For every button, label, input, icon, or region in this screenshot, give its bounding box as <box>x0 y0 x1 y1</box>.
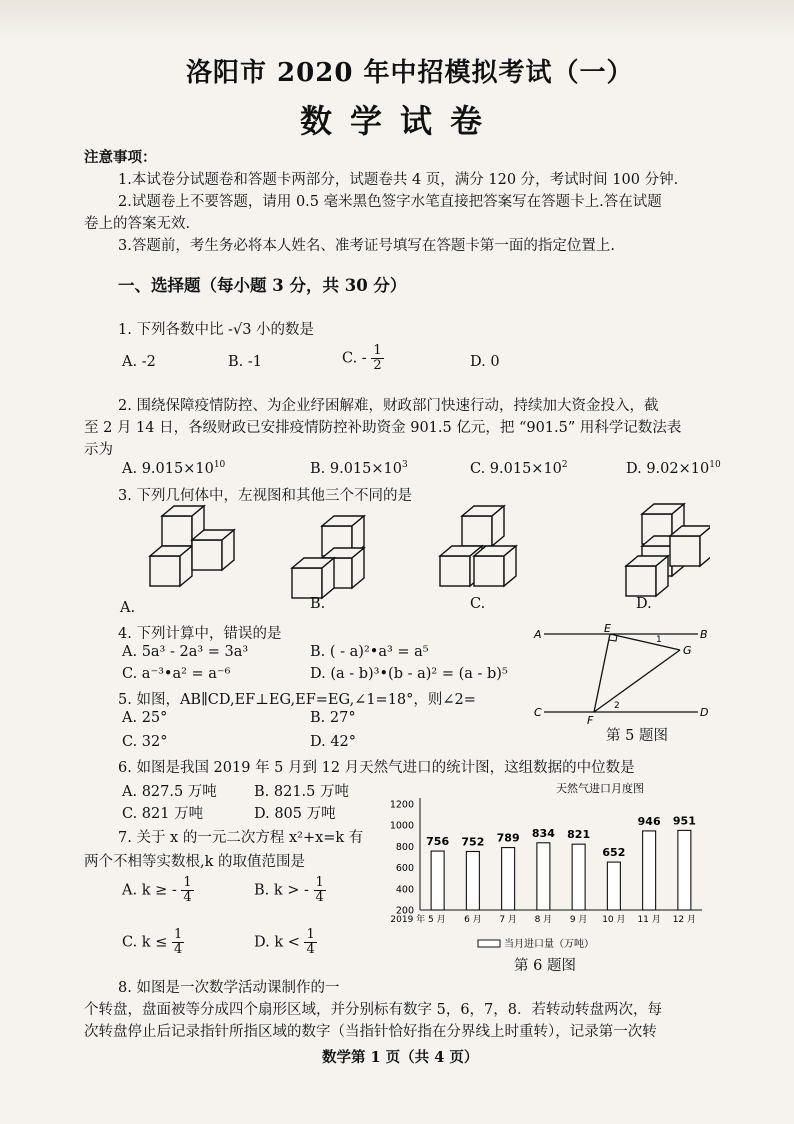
q7-d-prefix: D. k < <box>254 934 300 951</box>
q2-option-d <box>626 460 721 477</box>
bar <box>607 862 620 910</box>
bar-data-label: 821 <box>567 828 591 842</box>
q2-stem-line-1: 2. 围绕保障疫情防控、为企业纾困解难，财政部门快速行动，持续加大资金投入，截 <box>118 398 659 414</box>
q1-c-prefix: C. - <box>342 350 367 367</box>
angle-2-label: 2 <box>614 701 620 711</box>
bar-data-label: 834 <box>531 826 555 840</box>
point-d-label: D <box>700 706 709 719</box>
q5-stem: 5. 如图，AB∥CD,EF⊥EG,EF=EG,∠1=18°，则∠2= <box>118 692 476 708</box>
point-e-label: E <box>604 624 611 635</box>
frac-num: 1 <box>373 343 382 358</box>
bar-data-label: 946 <box>637 814 661 828</box>
frac-den: 4 <box>173 942 183 957</box>
q7-d-fraction <box>304 928 316 957</box>
scan-top-edge <box>0 0 794 40</box>
q5-option-c: C. 32° <box>122 734 168 750</box>
q2-c-base: C. 9.015×10 <box>470 460 562 477</box>
q1-option-a: A. -2 <box>122 354 156 370</box>
section-title: 一、选择题（每小题 3 分，共 30 分） <box>118 276 407 295</box>
q3-option-c: C. <box>470 596 486 612</box>
q7-option-d <box>254 928 317 957</box>
notice-item-1: 1.本试卷分试题卷和答题卡两部分，试题卷共 4 页，满分 120 分，考试时间 100 分钟. <box>118 172 679 188</box>
q3-option-d: D. <box>636 596 652 612</box>
q5-option-d: D. 42° <box>310 734 357 750</box>
bar-data-label: 756 <box>426 835 450 849</box>
bar-data-label: 652 <box>602 846 626 860</box>
x-tick-label: 12 月 <box>672 915 697 925</box>
x-tick-label: 10 月 <box>602 915 626 925</box>
q6-figure-caption: 第 6 题图 <box>514 958 576 974</box>
q3-stem: 3. 下列几何体中，左视图和其他三个不同的是 <box>118 488 412 504</box>
notice-item-2: 2.试题卷上不要答题，请用 0.5 毫米黑色签字水笔直接把答案写在答题卡上.答在试题 <box>118 194 662 210</box>
frac-den: 4 <box>183 890 192 905</box>
q1-stem <box>118 318 314 339</box>
bar <box>466 851 479 910</box>
chart-title: 天然气进口月度图 <box>556 782 644 795</box>
bar <box>431 851 444 910</box>
q5-figure-caption: 第 5 题图 <box>606 728 668 744</box>
exam-title: 洛阳市 2020 年中招模拟考试（一） <box>186 58 634 88</box>
bar <box>502 848 515 910</box>
x-tick-label: 8 月 <box>534 915 553 925</box>
q2-d-base: D. 9.02×10 <box>626 460 710 477</box>
point-f-label: F <box>587 714 594 727</box>
exam-subtitle: 数学试卷 <box>300 102 501 140</box>
q6-option-a: A. 827.5 万吨 <box>122 784 217 800</box>
solid-d-icon <box>626 504 710 596</box>
q2-c-exp: 2 <box>561 460 568 470</box>
q6-option-d: D. 805 万吨 <box>254 806 336 822</box>
frac-num: 1 <box>183 875 192 890</box>
chart-legend: 当月进口量（万吨） <box>504 939 594 950</box>
x-tick-label: 9 月 <box>569 915 588 925</box>
y-tick-label: 1000 <box>389 820 414 832</box>
notice-item-2-cont: 卷上的答案无效. <box>84 216 191 232</box>
q5-option-b: B. 27° <box>310 710 356 726</box>
solid-b-icon <box>292 516 364 598</box>
gas-import-bar-chart <box>380 778 710 954</box>
q7-stem-line-2: 两个不相等实数根,k 的取值范围是 <box>84 854 306 870</box>
q2-option-c <box>470 460 568 477</box>
q3-option-a: A. <box>120 600 136 616</box>
q1-stem-b: 小的数是 <box>251 322 315 338</box>
q2-a-base: A. 9.015×10 <box>122 460 214 477</box>
q7-stem-line-1: 7. 关于 x 的一元二次方程 x²+x=k 有 <box>118 830 364 846</box>
q8-stem-line-3: 次转盘停止后记录指针所指区域的数字（当指针恰好指在分界线上时重转），记录第一次转 <box>84 1024 657 1040</box>
q4-option-d: D. (a - b)³•(b - a)² = (a - b)⁵ <box>310 666 508 682</box>
point-c-label: C <box>534 706 542 719</box>
frac-num: 1 <box>315 875 324 890</box>
y-tick-label: 600 <box>395 863 414 875</box>
q2-stem-line-2: 至 2 月 14 日，各级财政已安排疫情防控补助资金 901.5 亿元，把 “901.5” 用科学记数法表 <box>84 420 682 436</box>
solid-c-icon <box>440 506 516 586</box>
q4-option-c: C. a⁻³•a² = a⁻⁶ <box>122 666 231 682</box>
q2-option-b <box>310 460 408 477</box>
q6-stem: 6. 如图是我国 2019 年 5 月到 12 月天然气进口的统计图，这组数据的中位数是 <box>118 760 635 776</box>
q2-b-base: B. 9.015×10 <box>310 460 402 477</box>
angle-1-label: 1 <box>656 635 662 645</box>
page-footer: 数学第 1 页（共 4 页） <box>322 1049 479 1066</box>
q8-stem-line-1: 8. 如图是一次数学活动课制作的一 <box>118 980 340 996</box>
y-tick-label: 800 <box>395 841 414 853</box>
frac-den: 4 <box>306 942 315 957</box>
q2-stem-line-3: 示为 <box>84 442 113 458</box>
y-tick-label: 400 <box>395 884 414 896</box>
q2-d-exp: 10 <box>709 460 721 470</box>
y-tick-label: 200 <box>395 905 414 917</box>
q7-option-c <box>122 928 184 957</box>
q7-option-a <box>122 876 194 905</box>
bar <box>643 831 656 910</box>
q2-a-exp: 10 <box>213 460 226 470</box>
bar <box>678 830 691 910</box>
q1-option-c <box>342 344 384 373</box>
q3-option-b: B. <box>310 596 326 612</box>
frac-num: 1 <box>306 927 315 942</box>
q7-option-b <box>254 876 326 905</box>
q3-solids-figure <box>110 500 710 600</box>
sqrt-3: √3 <box>232 322 252 338</box>
point-b-label: B <box>700 628 708 641</box>
point-g-label: G <box>683 644 692 657</box>
q7-b-fraction <box>314 876 326 905</box>
y-tick-label: 1200 <box>389 799 414 811</box>
q4-option-b: B. ( - a)²•a³ = a⁵ <box>310 644 429 660</box>
x-tick-label: 7 月 <box>499 915 517 925</box>
bar <box>537 843 550 910</box>
bar-data-label: 752 <box>461 835 485 849</box>
q2-b-exp: 3 <box>401 460 408 470</box>
q2-option-a <box>122 460 225 477</box>
frac-num: 1 <box>173 927 183 942</box>
q7-c-fraction <box>172 928 184 957</box>
notice-heading: 注意事项： <box>84 149 157 166</box>
q1-stem-a: 1. 下列各数中比 - <box>118 322 233 338</box>
x-tick-label: 6 月 <box>464 915 482 925</box>
frac-den: 2 <box>373 358 382 373</box>
q1-option-b: B. -1 <box>228 354 262 370</box>
bar <box>572 844 585 910</box>
q6-option-b: B. 821.5 万吨 <box>254 784 349 800</box>
point-a-label: A <box>534 628 542 641</box>
q4-option-a: A. 5a³ - 2a³ = 3a³ <box>122 644 249 660</box>
legend-swatch <box>478 940 500 947</box>
q7-c-prefix: C. k ≤ <box>122 934 168 951</box>
bar-data-label: 789 <box>496 831 520 845</box>
q1-c-fraction <box>371 344 383 373</box>
q7-a-fraction <box>181 876 193 905</box>
q7-b-prefix: B. k > - <box>254 882 309 899</box>
x-tick-label: 11 月 <box>637 915 661 925</box>
q6-option-c: C. 821 万吨 <box>122 806 204 822</box>
bar-data-label: 951 <box>672 814 696 828</box>
q4-stem: 4. 下列计算中，错误的是 <box>118 626 282 642</box>
notice-item-3: 3.答题前，考生务必将本人姓名、准考证号填写在答题卡第一面的指定位置上. <box>118 238 615 254</box>
q7-a-prefix: A. k ≥ - <box>122 882 177 899</box>
x-tick-label: 2019 年 5 月 <box>390 915 446 925</box>
frac-den: 4 <box>315 890 324 905</box>
solid-a-icon <box>150 506 234 586</box>
q8-stem-line-2: 个转盘，盘面被等分成四个扇形区域，并分别标有数字 5，6，7，8．若转动转盘两次，每 <box>84 1002 663 1018</box>
q5-option-a: A. 25° <box>122 710 168 726</box>
q1-option-d: D. 0 <box>470 354 500 370</box>
